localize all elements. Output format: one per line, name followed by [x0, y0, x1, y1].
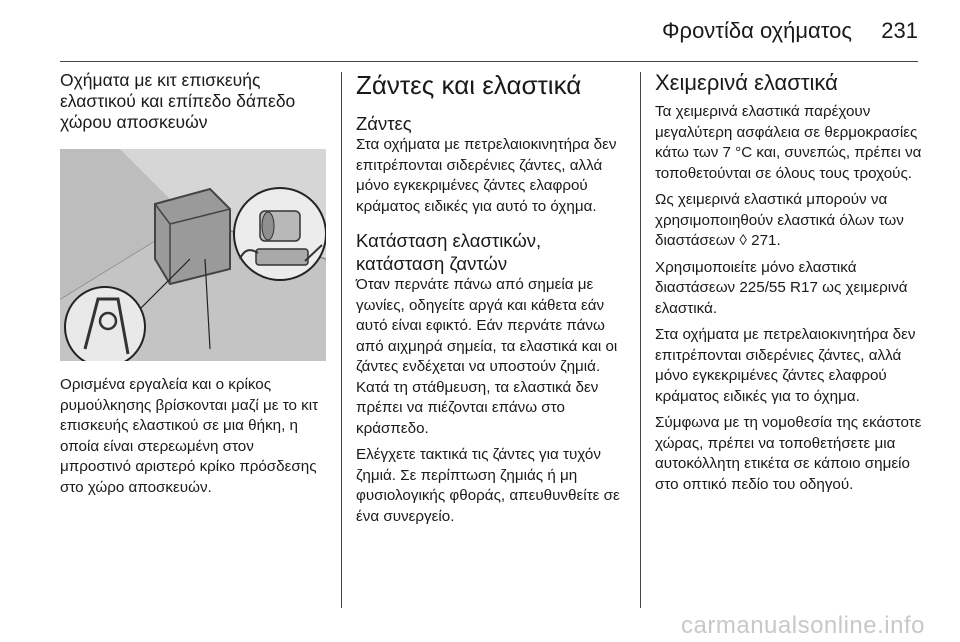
winter-tyres-heading: Χειμερινά ελαστικά [655, 70, 838, 95]
tyre-condition-heading: Κατάσταση ελαστικών, κατάσταση ζαντών [356, 230, 542, 274]
winter-tyres-paragraph-3: Χρησιμοποιείτε μόνο ελαστικά διαστάσεων 225/55 R17 ως χειμερινά ελαστικά. [655, 258, 908, 317]
page-reference-link[interactable]: 271. [746, 232, 781, 249]
winter-tyres-paragraph-1: Τα χειμερινά ελαστικά παρέχουν μεγαλύτερη ασφάλεια σε θερμοκρασίες κάτω των 7 °C και, συνεπώς, πρέπει να τοποθετούνται σε όλους τους τροχούς. [655, 103, 922, 182]
page-number: 231 [881, 18, 918, 43]
winter-tyres-paragraph-4: Στα οχήματα με πετρελαιοκινητήρα δεν επιτρέπονται σιδερένιες ζάντες, αλλά μόνο εγκεκριμένες ζάντες ελαφρού κράματος ειδικές για το όχημα. [655, 326, 916, 405]
trunk-illustration-svg [60, 149, 326, 361]
column-divider-2 [640, 72, 641, 608]
winter-tyres-paragraph-5: Σύμφωνα με τη νομοθεσία της εκάστοτε χώρας, πρέπει να τοποθετήσετε μια αυτοκόλλητη ετικέτα σε κάποιο σημείο στο οπτικό πεδίο του οδηγού. [655, 414, 922, 493]
rims-heading: Ζάντες [356, 113, 412, 134]
winter-tyres-paragraph-2 [655, 190, 925, 252]
watermark: carmanualsonline.info [681, 612, 925, 639]
header-divider [60, 61, 918, 62]
column-divider-1 [341, 72, 342, 608]
tyre-condition-paragraph-1: Όταν περνάτε πάνω από σημεία με γωνίες, οδηγείτε αργά και κάθετα εάν αυτό είναι εφικτό. Εάν περνάτε πάνω από αιχμηρά σημεία, τα ελαστικά και οι ζάντες ενδέχεται να υποστούν ζημιά. Κατά τη στάθμευση, τα ελαστικά δεν πρέπει να πιέζονται επάνω στο κράσπεδο. [356, 276, 618, 437]
page-reference-triangle-icon: ◊ [739, 232, 747, 249]
section-title: Φροντίδα οχήματος [662, 18, 852, 43]
rims-paragraph: Στα οχήματα με πετρελαιοκινητήρα δεν επιτρέπονται σιδερένιες ζάντες, αλλά μόνο εγκεκριμένες ζάντες ελαφρού κράματος ειδικές για αυτό το όχημα. [356, 136, 617, 215]
repair-kit-body: Ορισμένα εργαλεία και ο κρίκος ρυμούλκησης βρίσκονται μαζί με το κιτ επισκευής ελαστικού σε μια θήκη, η οποία είναι στερεωμένη στον μπροστινό αριστερό κρίκο πρόσδεσης στο χώρο αποσκευών. [60, 376, 319, 496]
trunk-repair-kit-illustration [60, 149, 326, 361]
column-1 [60, 70, 326, 506]
wheels-tyres-heading: Ζάντες και ελαστικά [356, 70, 582, 100]
repair-kit-heading: Οχήματα με κιτ επισκευής ελαστικού και επίπεδο δάπεδο χώρου αποσκευών [60, 70, 296, 132]
winter-tyres-paragraph-2-text: Ως χειμερινά ελαστικά μπορούν να χρησιμοποιηθούν ελαστικά όλων των διαστάσεων [655, 191, 904, 249]
column-3 [655, 70, 925, 501]
page-header [0, 0, 960, 62]
tyre-condition-paragraph-2: Ελέγχετε τακτικά τις ζάντες για τυχόν ζημιά. Σε περίπτωση ζημιάς ή μη φυσιολογικής φθοράς, απευθυνθείτε σε ένα συνεργείο. [356, 446, 620, 525]
column-2 [356, 70, 624, 533]
